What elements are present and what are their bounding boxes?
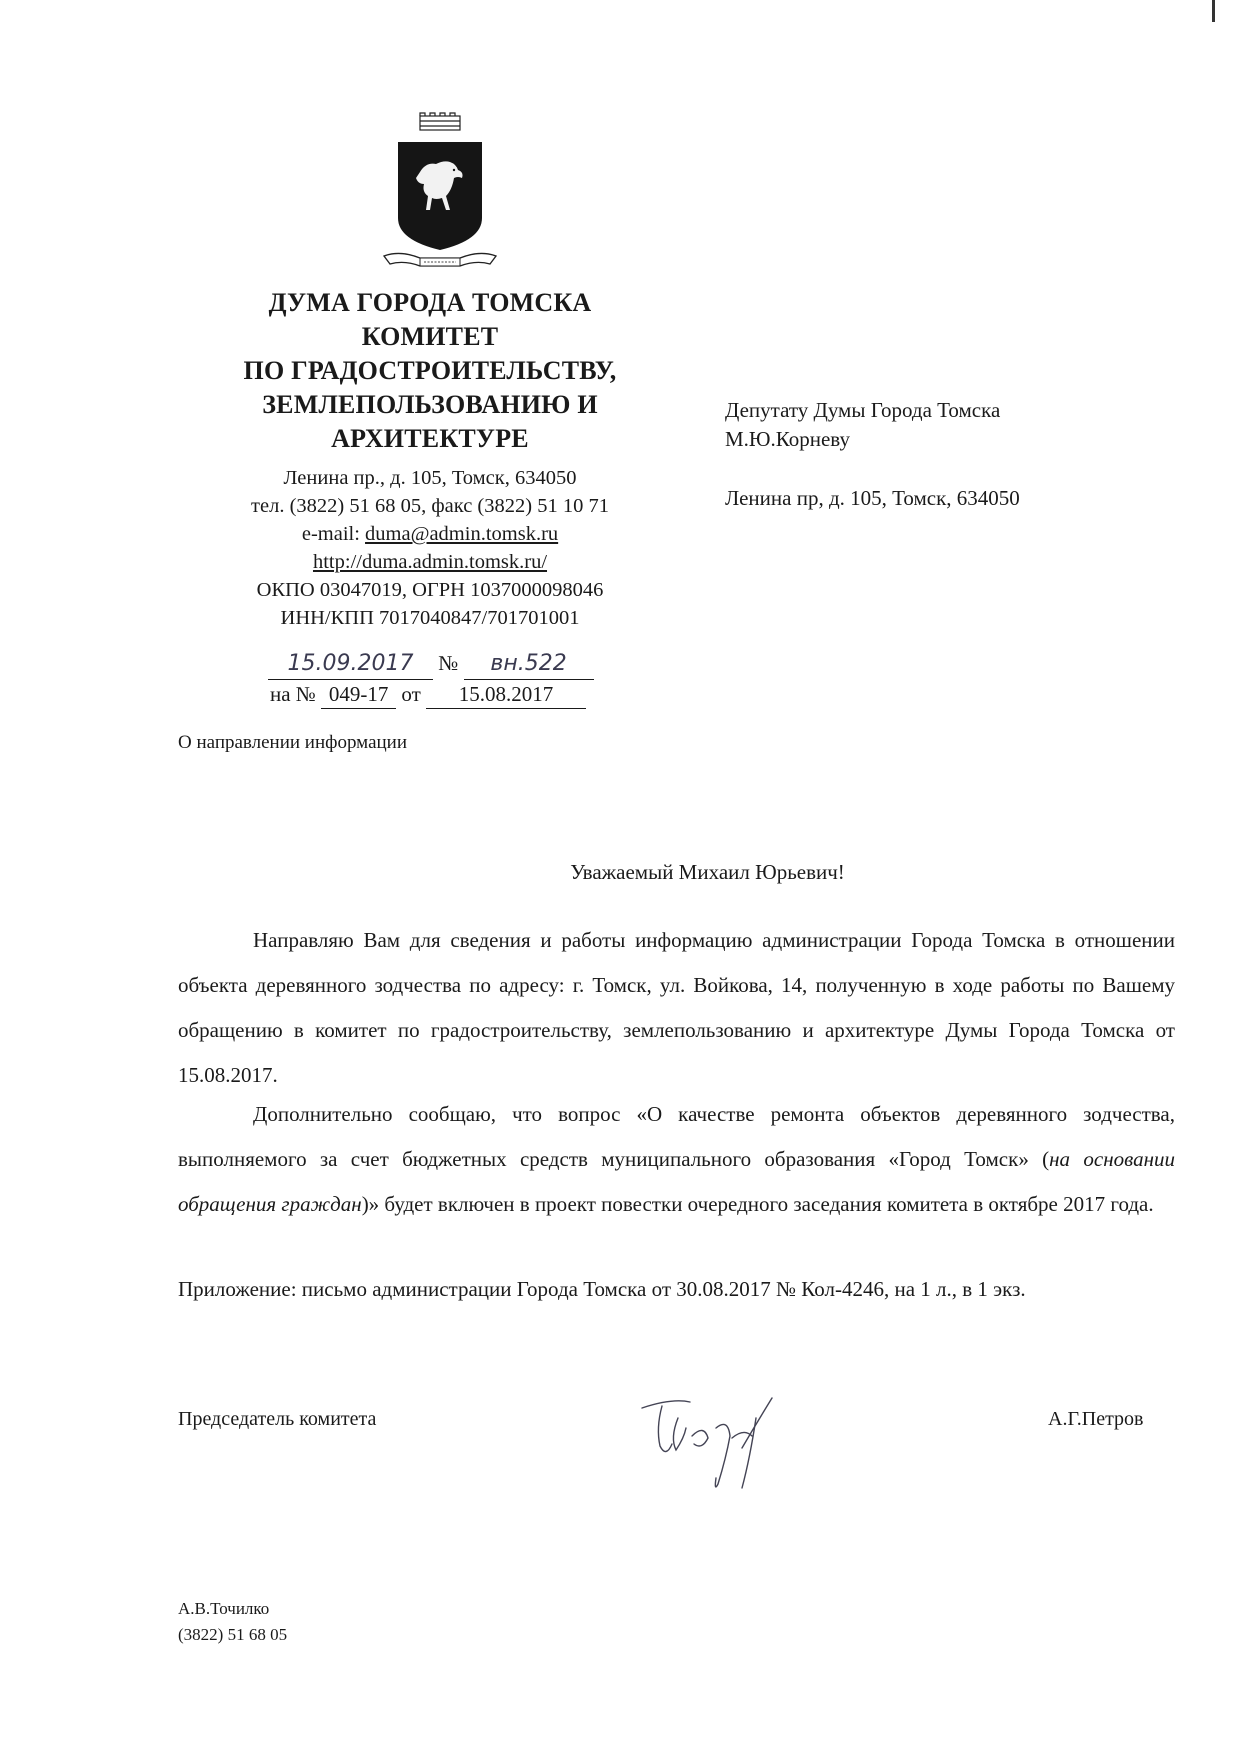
reference-row <box>270 680 630 709</box>
signatory-title: Председатель комитета <box>178 1408 377 1430</box>
org-okpo: ОКПО 03047019, ОГРН 1037000098046 <box>256 579 604 601</box>
addressee-block <box>725 396 1165 513</box>
executor-name: А.В.Точилко <box>178 1599 270 1618</box>
letterhead-contacts <box>200 464 660 632</box>
organization-name <box>200 286 660 456</box>
reference-number: 049-17 <box>321 680 396 709</box>
scan-edge-mark <box>1212 0 1215 22</box>
body-paragraph-2 <box>178 1092 1175 1227</box>
reference-from-label: от <box>401 682 421 706</box>
addressee-address: Ленина пр, д. 105, Томск, 634050 <box>725 486 1020 510</box>
email-link[interactable]: duma@admin.tomsk.ru <box>365 523 559 545</box>
body-paragraph-1 <box>178 918 1175 1098</box>
addressee-position: Депутату Думы Города Томска <box>725 398 1001 422</box>
signatory-name: А.Г.Петров <box>1048 1408 1144 1430</box>
attachment-line <box>178 1267 1175 1312</box>
paragraph-text-italic: на основании обращения граждан <box>178 1147 1175 1216</box>
paragraph-text-end: )» будет включен в проект повестки очередного заседания комитета в октябре 2017 года. <box>361 1192 1154 1216</box>
org-line: ПО ГРАДОСТРОИТЕЛЬСТВУ, <box>243 356 617 385</box>
paragraph-text: Направляю Вам для сведения и работы информацию администрации Города Томска в отношении объекта деревянного зодчества по адресу: г. Томск, ул. Войкова, 14, полученную в ходе работы по Вашему обращению в комитет по градостроительству, землепользованию и архитектуре Думы Города Томска от 15.08.2017. <box>178 928 1175 1087</box>
paragraph-text-start: Дополнительно сообщаю, что вопрос «О качестве ремонта объектов деревянного зодчества, выполняемого за счет бюджетных средств муниципального образования «Город Томск» ( <box>178 1102 1175 1171</box>
org-line: АРХИТЕКТУРЕ <box>331 424 529 453</box>
org-line: КОМИТЕТ <box>361 322 499 351</box>
org-line: ЗЕМЛЕПОЛЬЗОВАНИЮ И <box>262 390 598 419</box>
outgoing-date: 15.09.2017 <box>268 649 433 680</box>
org-phone: тел. (3822) 51 68 05, факс (3822) 51 10 71 <box>251 495 609 517</box>
greeting: Уважаемый Михаил Юрьевич! <box>570 860 845 884</box>
org-inn: ИНН/КПП 7017040847/701701001 <box>280 607 580 629</box>
executor-phone: (3822) 51 68 05 <box>178 1625 288 1644</box>
attachment-text: Приложение: письмо администрации Города Томска от 30.08.2017 № Кол-4246, на 1 л., в 1 экз. <box>178 1277 1026 1301</box>
org-email-line <box>200 520 660 548</box>
website-link[interactable]: http://duma.admin.tomsk.ru/ <box>312 551 548 573</box>
reference-label: на № <box>270 682 316 706</box>
email-label: e-mail: <box>301 523 366 545</box>
outgoing-number: вн.522 <box>464 649 594 680</box>
handwritten-signature <box>632 1388 812 1498</box>
outgoing-number-row <box>268 648 628 680</box>
addressee-name: М.Ю.Корневу <box>725 427 850 451</box>
org-address: Ленина пр., д. 105, Томск, 634050 <box>283 467 577 489</box>
outgoing-number-label: № <box>438 651 459 675</box>
org-line: ДУМА ГОРОДА ТОМСКА <box>268 288 592 317</box>
tomsk-coat-of-arms-icon <box>380 112 500 274</box>
reference-date: 15.08.2017 <box>426 680 586 709</box>
executor-block <box>178 1596 287 1648</box>
letter-subject: О направлении информации <box>178 732 408 753</box>
